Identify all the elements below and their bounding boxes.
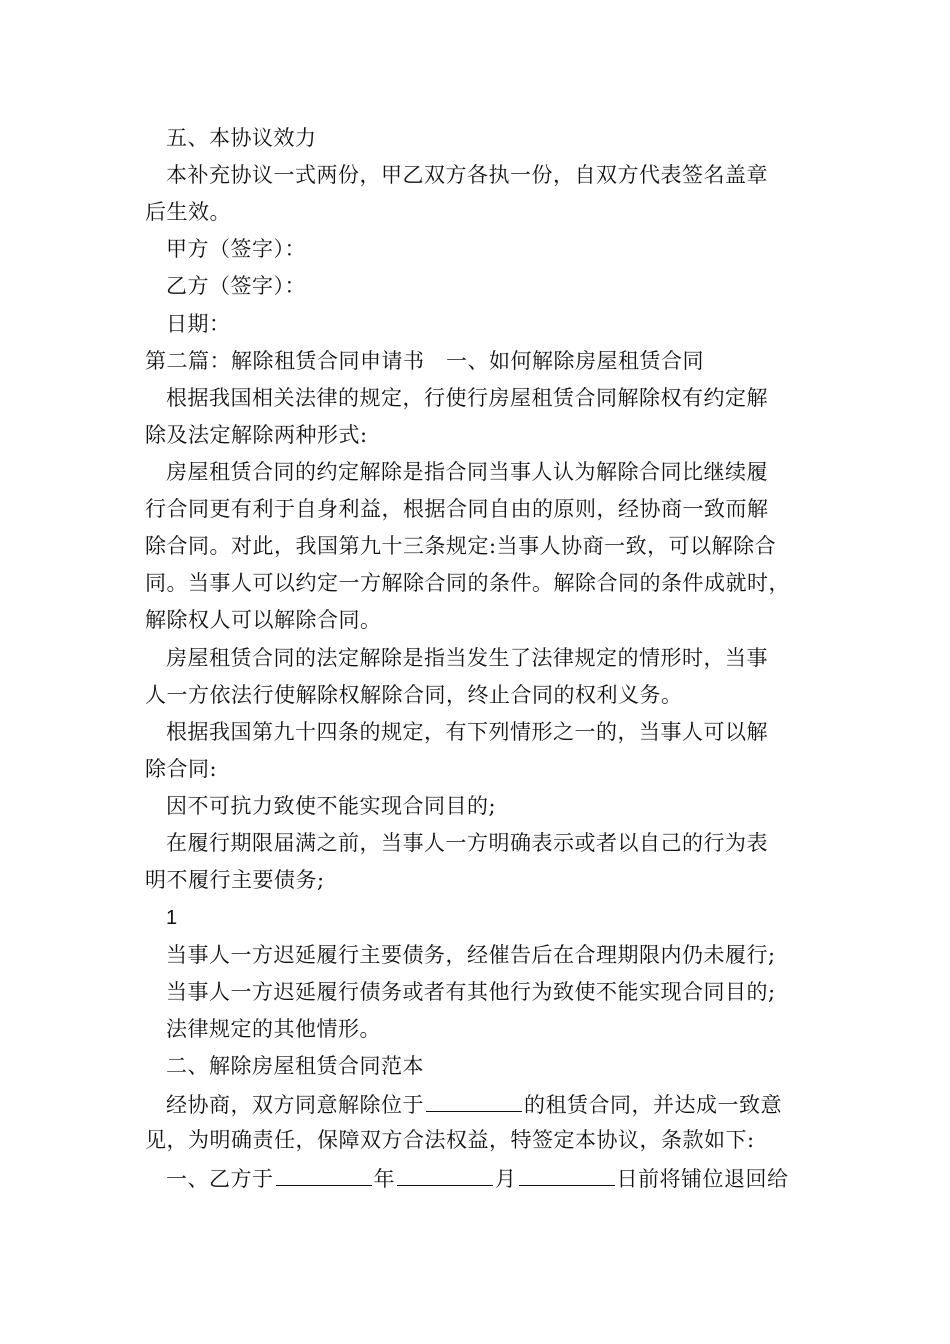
paragraph-line: 行合同更有利于自身利益，根据合同自由的原则，经协商一致而解: [145, 497, 769, 521]
paragraph-line: 房屋租赁合同的约定解除是指合同当事人认为解除合同比继续履: [166, 460, 768, 484]
fill-in-date-line: [166, 1163, 836, 1193]
paragraph-line: 除合同:: [145, 757, 218, 781]
fill-blank-day: [519, 1163, 615, 1186]
fill-in-paragraph-line: [166, 1089, 836, 1119]
section-heading: 五、本协议效力: [166, 126, 317, 150]
list-item: 当事人一方迟延履行主要债务，经催告后在合理期限内仍未履行;: [166, 943, 776, 967]
fill-text: 月: [495, 1167, 517, 1191]
paragraph-line: 根据我国相关法律的规定，行使行房屋租赁合同解除权有约定解: [166, 386, 768, 410]
list-item: 明不履行主要债务;: [145, 868, 325, 892]
list-item: 当事人一方迟延履行债务或者有其他行为致使不能实现合同目的;: [166, 980, 776, 1004]
list-item: 因不可抗力致使不能实现合同目的;: [166, 794, 497, 818]
paragraph-line: 除及法定解除两种形式:: [145, 423, 368, 447]
paragraph-line: 同。当事人可以约定一方解除合同的条件。解除合同的条件成就时，: [145, 571, 790, 595]
list-item: 在履行期限届满之前，当事人一方明确表示或者以自己的行为表: [166, 831, 768, 855]
chapter-heading: 第二篇：解除租赁合同申请书 一、如何解除房屋租赁合同: [145, 349, 704, 373]
paragraph-line: 人一方依法行使解除权解除合同，终止合同的权利义务。: [145, 683, 683, 707]
paragraph-line: 后生效。: [145, 200, 231, 224]
section-heading: 二、解除房屋租赁合同范本: [166, 1054, 424, 1078]
fill-blank-month: [397, 1163, 493, 1186]
paragraph-line: 见，为明确责任，保障双方合法权益，特签定本协议，条款如下:: [145, 1128, 755, 1152]
paragraph-line: 除合同。对此，我国第九十三条规定:当事人协商一致，可以解除合: [145, 534, 777, 558]
paragraph-line: 解除权人可以解除合同。: [145, 608, 382, 632]
fill-text: 一、乙方于: [166, 1167, 274, 1191]
fill-text: 经协商，双方同意解除位于: [166, 1093, 424, 1117]
fill-text: 年: [373, 1167, 395, 1191]
signature-party-a: 甲方（签字）：: [166, 237, 306, 261]
page-number: 1: [166, 907, 178, 929]
signature-party-b: 乙方（签字）：: [166, 274, 306, 298]
paragraph-line: 房屋租赁合同的法定解除是指当发生了法律规定的情形时，当事: [166, 646, 768, 670]
fill-text: 的租赁合同，并达成一致意: [524, 1093, 782, 1117]
paragraph-line: 根据我国第九十四条的规定，有下列情形之一的，当事人可以解: [166, 720, 768, 744]
paragraph-line: 本补充协议一式两份，甲乙双方各执一份，自双方代表签名盖章: [166, 163, 768, 187]
fill-blank-location: [426, 1089, 522, 1112]
list-item: 法律规定的其他情形。: [166, 1017, 381, 1041]
fill-text: 日前将铺位退回给: [616, 1167, 789, 1191]
date-label: 日期：: [166, 312, 231, 336]
fill-blank-year: [276, 1163, 372, 1186]
